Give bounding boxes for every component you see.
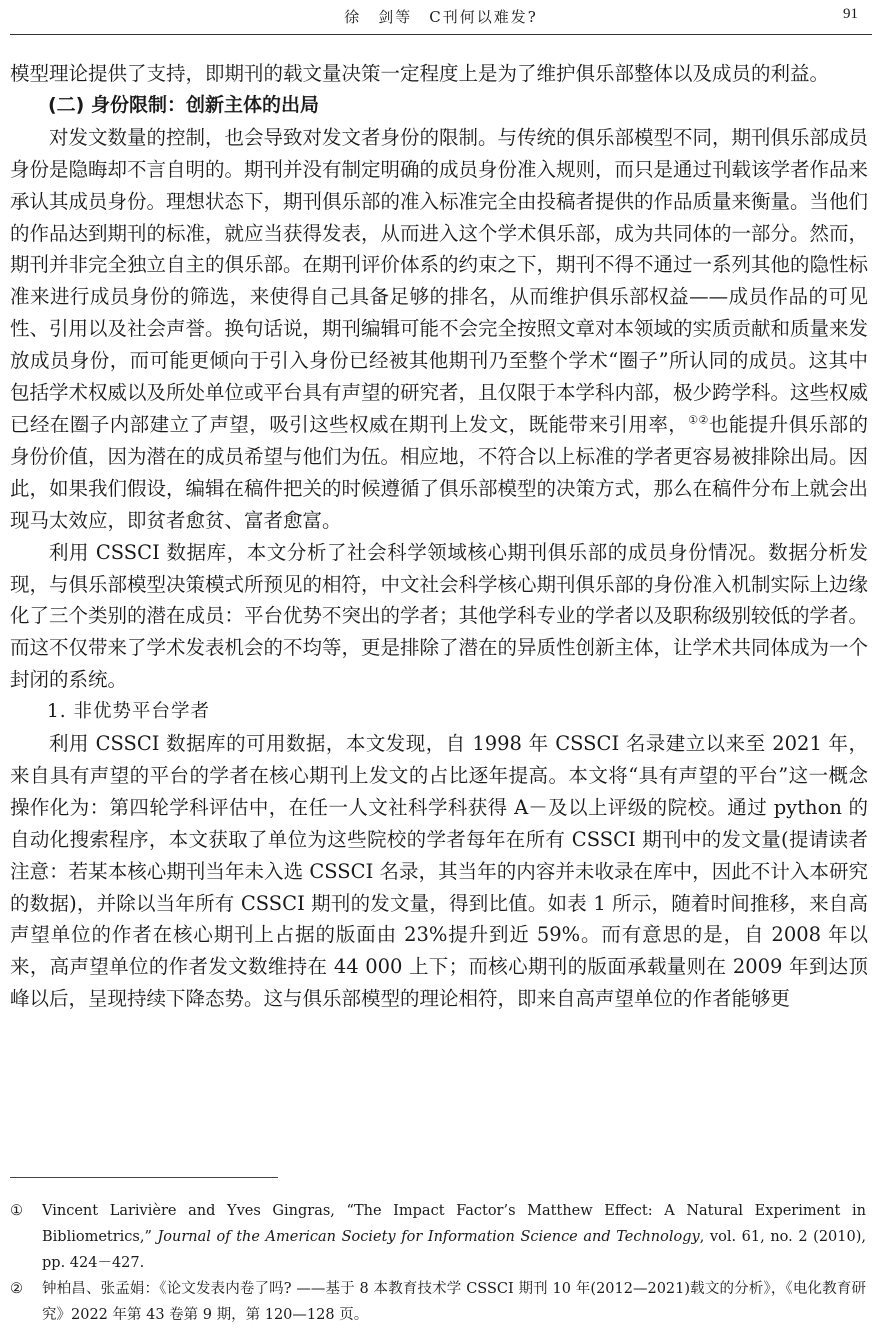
section-heading: (二) 身份限制：创新主体的出局 [48,93,319,116]
footnote-1-mark: ① [10,1203,23,1219]
paragraph-2-part1: 对发文数量的控制，也会导致对发文者身份的限制。与传统的俱乐部模型不同，期刊俱乐部成员身份是隐晦却不言自明的。期刊并没有制定明确的成员身份准入规则，而只是通过刊载该学者作品来承认其成员身份。理想状态下，期刊俱乐部的准入标准完全由投稿者提供的作品质量来衡量。当他们的作品达到期刊的标准，就应当获得发表，从而进入这个学术俱乐部，成为共同体的一部分。然而，期刊并非完全独立自主的俱乐部。在期刊评价体系的约束之下，期刊不得不通过一系列其他的隐性标准来进行成员身份的筛选，来使得自己具备足够的排名，从而维护俱乐部权益——成员作品的可见性、引用以及社会声誉。换句话说，期刊编辑可能不会完全按照文章对本领域的实质贡献和质量来发放成员身份，而可能更倾向于引入身份已经被其他期刊乃至整个学术“圈子”所认同的成员。这其中包括学术权威以及所处单位或平台具有声望的研究者，且仅限于本学科内部，极少跨学科。这些权威已经在圈子内部建立了声望，吸引这些权威在期刊上发文，既能带来引用率， [10,125,869,436]
footnote-1-text-b: , vol. 61, no. 2 (2010), pp. 424－427. [42,1229,866,1271]
footnotes [10,1198,866,1328]
article-body [10,58,868,1015]
footnote-1-text-a: Vincent Larivière and Yves Gingras, “The Impact Factor’s Matthew Effect: A Natural Experiment in Bibliometrics,” [42,1203,866,1245]
footnote-1-journal: Journal of the American Society for Information Science and Technology [157,1229,700,1245]
footnote-2-text: 钟柏昌、张孟娟：《论文发表内卷了吗? ——基于 8 本教育技术学 CSSCI 期刊 10 年(2012—2021)载文的分析》，《电化教育研究》2022 年第 43 卷第 9 期，第 120—128 页。 [42,1281,866,1323]
footnote-1-text [42,1198,866,1276]
paragraph-2-part2: 也能提升俱乐部的身份价值，因为潜在的成员希望与他们为伍。相应地，不符合以上标准的学者更容易被排除出局。因此，如果我们假设，编辑在稿件把关的时候遵循了俱乐部模型的决策方式，那么在稿件分布上就会出现马太效应，即贫者愈贫、富者愈富。 [10,412,869,532]
footnote-2 [10,1276,866,1328]
subsection-heading: 1. 非优势平台学者 [47,701,211,723]
footnote-1 [10,1198,866,1276]
paragraph-3: 利用 CSSCI 数据库，本文分析了社会科学领域核心期刊俱乐部的成员身份情况。数据分析发现，与俱乐部模型决策模式所预见的相符，中文社会科学核心期刊俱乐部的身份准入机制实际上边缘化了三个类别的潜在成员：平台优势不突出的学者；其他学科专业的学者以及职称级别较低的学者。而这不仅带来了学术发表机会的不均等，更是排除了潜在的异质性创新主体，让学术共同体成为一个封闭的系统。 [10,540,869,692]
page-number: 91 [843,6,858,22]
footnote-2-mark: ② [10,1281,23,1297]
paragraph-2 [10,122,868,537]
paragraph-4: 利用 CSSCI 数据库的可用数据，本文发现，自 1998 年 CSSCI 名录建立以来至 2021 年，来自具有声望的平台的学者在核心期刊上发文的占比逐年提高。本文将“具有声望的平台”这一概念操作化为：第四轮学科评估中，在任一人文社科学科获得 A－及以上评级的院校。通过 python 的自动化搜索程序，本文获取了单位为这些院校的学者每年在所有 CSSCI 期刊中的发文量(提请读者注意：若某本核心期刊当年未入选 CSSCI 名录，其当年的内容并未收录在库中，因此不计入本研究的数据)，并除以当年所有 CSSCI 期刊的发文量，得到比值。如表 1 所示，随着时间推移，来自高声望单位的作者在核心期刊上占据的版面由 23%提升到近 59%。而有意思的是，自 2008 年以来，高声望单位的作者发文数维持在 44 000 上下；而核心期刊的版面承载量则在 2009 年到达顶峰以后，呈现持续下降态势。这与俱乐部模型的理论相符，即来自高声望单位的作者能够更 [10,732,868,1011]
footnote-ref-1-2[interactable]: ①② [688,413,709,427]
paragraph-1: 模型理论提供了支持，即期刊的载文量决策一定程度上是为了维护俱乐部整体以及成员的利益。 [10,62,830,85]
footnote-divider [10,1177,278,1178]
running-header-title: 徐 剑等 C刊何以难发? [344,8,538,26]
running-header [10,0,872,35]
